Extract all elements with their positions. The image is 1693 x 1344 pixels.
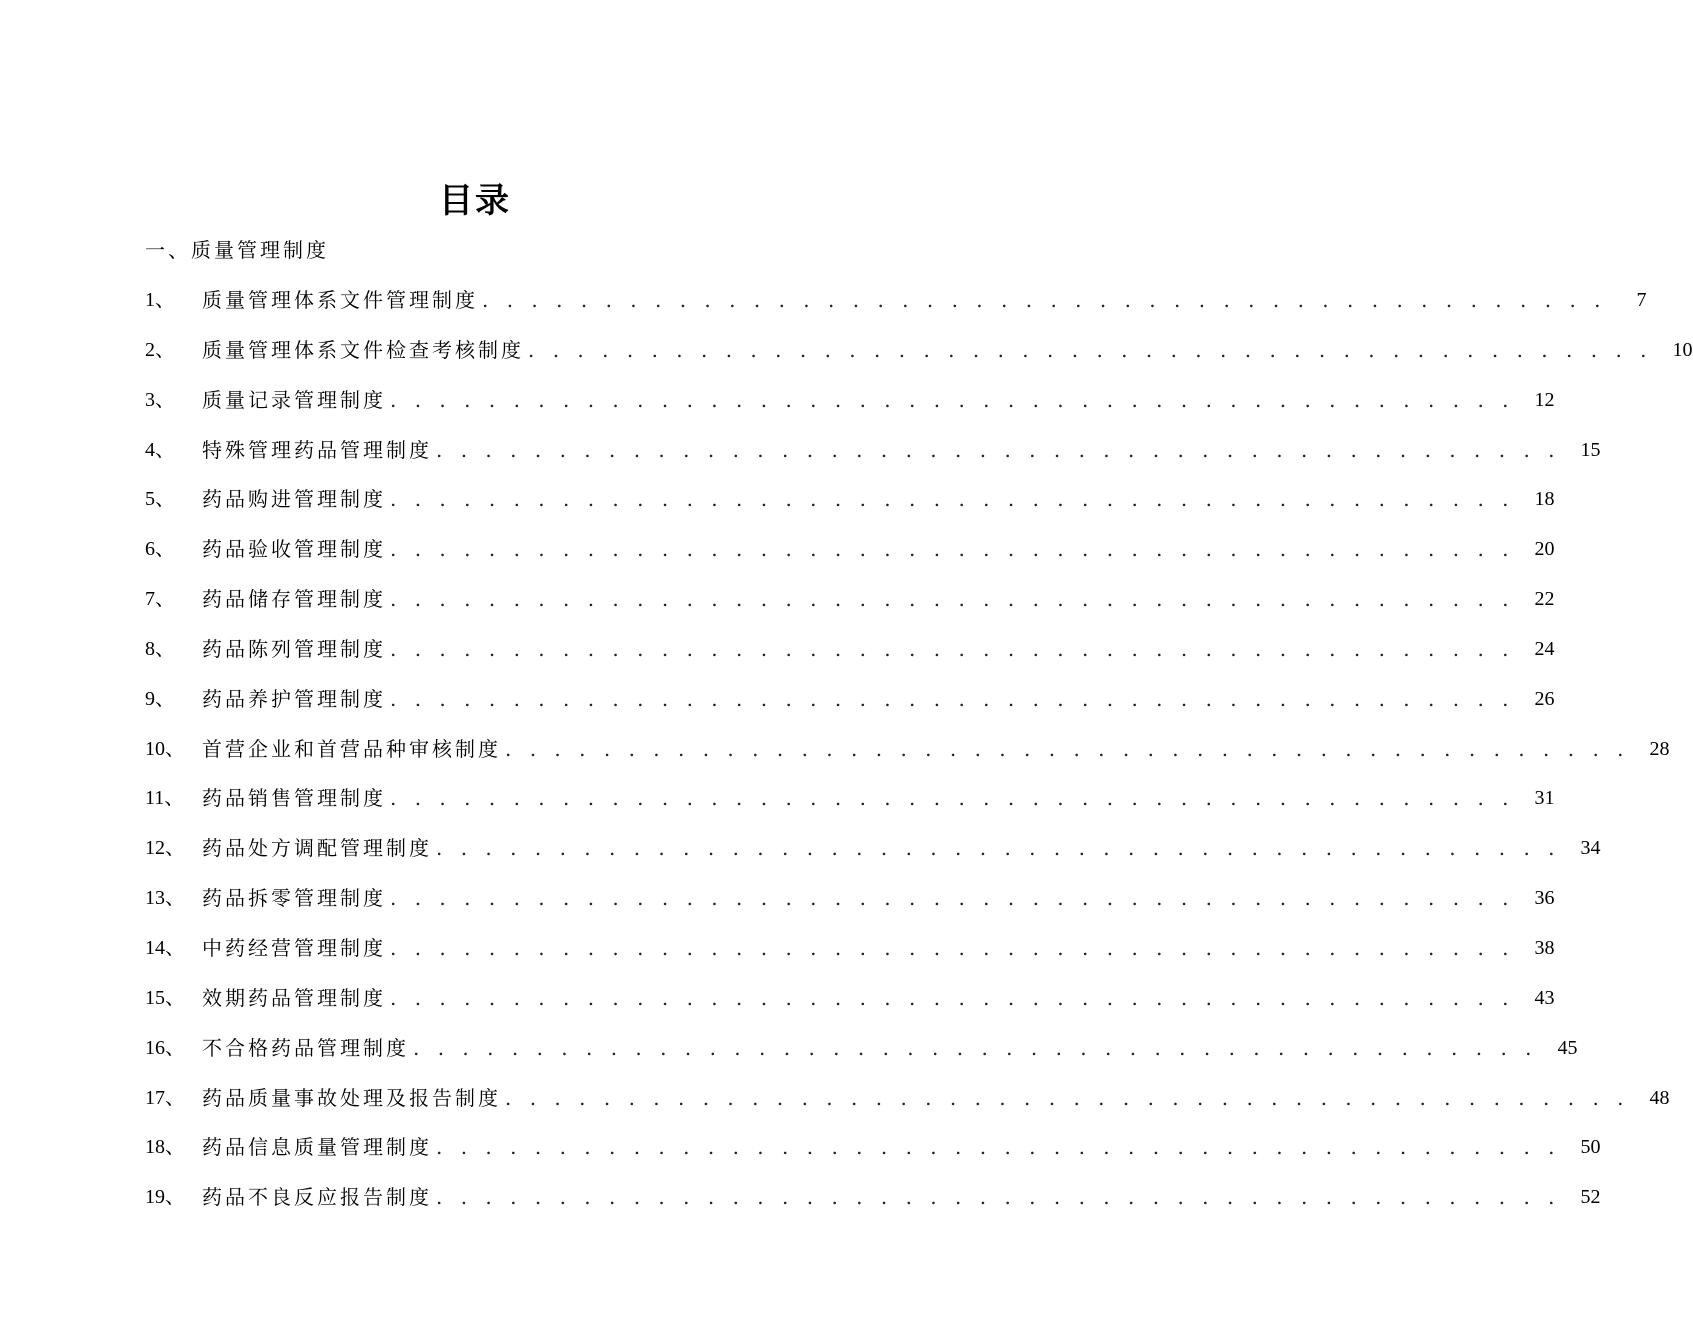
toc-entry-title: 药品养护管理制度 bbox=[202, 686, 386, 711]
toc-entry-page: 52 bbox=[1580, 1186, 1601, 1209]
toc-entry-page: 10 bbox=[1672, 338, 1693, 361]
dot-leader: . . . . . . . . . . . . . . . . . . . . . . . . . . . . . . . . . . . . . . . . . . . . . . bbox=[505, 736, 1630, 761]
toc-entry-page: 28 bbox=[1649, 737, 1670, 760]
toc-entry-title: 中药经营管理制度 bbox=[202, 935, 386, 960]
toc-entry-title: 药品拆零管理制度 bbox=[202, 886, 386, 911]
toc-entry[interactable] bbox=[145, 984, 1555, 1034]
toc-entry-page: 50 bbox=[1580, 1136, 1601, 1159]
toc-entry-page: 12 bbox=[1534, 388, 1555, 411]
toc-entry-page: 45 bbox=[1557, 1036, 1578, 1059]
toc-entry[interactable] bbox=[145, 934, 1555, 984]
toc-entry-page: 24 bbox=[1534, 637, 1555, 660]
toc-entry[interactable] bbox=[145, 1084, 1670, 1134]
toc-entry-number: 16、 bbox=[145, 1036, 185, 1059]
toc-entry-number: 11、 bbox=[145, 787, 185, 810]
dot-leader: . . . . . . . . . . . . . . . . . . . . . . . . . . . . . . . . . . . . . . . . . . . . . . bbox=[390, 935, 1515, 960]
toc-entry-title: 药品不良反应报告制度 bbox=[202, 1185, 432, 1210]
dot-leader: . . . . . . . . . . . . . . . . . . . . . . . . . . . . . . . . . . . . . . . . . . . . . . bbox=[390, 985, 1515, 1010]
toc-entry[interactable] bbox=[145, 685, 1555, 735]
toc-entry[interactable] bbox=[145, 535, 1555, 585]
dot-leader: . . . . . . . . . . . . . . . . . . . . . . . . . . . . . . . . . . . . . . . . . . . . . . bbox=[436, 836, 1561, 861]
toc-entry[interactable] bbox=[145, 386, 1555, 436]
toc-entry-title: 药品购进管理制度 bbox=[202, 487, 386, 512]
toc-entry-page: 43 bbox=[1534, 986, 1555, 1009]
toc-entry[interactable] bbox=[145, 585, 1555, 635]
toc-entry-page: 38 bbox=[1534, 936, 1555, 959]
dot-leader: . . . . . . . . . . . . . . . . . . . . . . . . . . . . . . . . . . . . . . . . . . . . . . bbox=[436, 437, 1561, 462]
dot-leader: . . . . . . . . . . . . . . . . . . . . . . . . . . . . . . . . . . . . . . . . . . . . . . bbox=[413, 1035, 1538, 1060]
page-title: 目录 bbox=[439, 181, 511, 221]
toc-entry-page: 48 bbox=[1649, 1086, 1670, 1109]
dot-leader: . . . . . . . . . . . . . . . . . . . . . . . . . . . . . . . . . . . . . . . . . . . . . . bbox=[390, 487, 1515, 512]
toc-entry-number: 13、 bbox=[145, 887, 185, 910]
toc-entry-page: 34 bbox=[1580, 837, 1601, 860]
toc-entry-title: 质量记录管理制度 bbox=[202, 387, 386, 412]
toc-entry[interactable] bbox=[145, 635, 1555, 685]
toc-entry-page: 15 bbox=[1580, 438, 1601, 461]
toc-entry-title: 特殊管理药品管理制度 bbox=[202, 437, 432, 462]
dot-leader: . . . . . . . . . . . . . . . . . . . . . . . . . . . . . . . . . . . . . . . . . . . . . . bbox=[390, 537, 1515, 562]
toc-entry-number: 17、 bbox=[145, 1086, 185, 1109]
toc-entry-page: 7 bbox=[1636, 289, 1647, 311]
toc-entry[interactable] bbox=[145, 336, 1693, 386]
dot-leader: . . . . . . . . . . . . . . . . . . . . . . . . . . . . . . . . . . . . . . . . . . . . . . bbox=[505, 1085, 1630, 1110]
toc-entry-title: 效期药品管理制度 bbox=[202, 985, 386, 1010]
dot-leader: . . . . . . . . . . . . . . . . . . . . . . . . . . . . . . . . . . . . . . . . . . . . . . bbox=[436, 1135, 1561, 1160]
dot-leader: . . . . . . . . . . . . . . . . . . . . . . . . . . . . . . . . . . . . . . . . . . . . . . bbox=[390, 636, 1515, 661]
toc-entry-page: 22 bbox=[1534, 588, 1555, 611]
toc-entry[interactable] bbox=[145, 286, 1647, 336]
dot-leader: . . . . . . . . . . . . . . . . . . . . . . . . . . . . . . . . . . . . . . . . . . . . . . bbox=[528, 337, 1653, 362]
dot-leader: . . . . . . . . . . . . . . . . . . . . . . . . . . . . . . . . . . . . . . . . . . . . . . bbox=[390, 587, 1515, 612]
toc-entry-title: 药品销售管理制度 bbox=[202, 786, 386, 811]
toc-entry-number: 9、 bbox=[145, 687, 175, 710]
toc-entry[interactable] bbox=[145, 436, 1601, 486]
toc-entry-number: 18、 bbox=[145, 1136, 185, 1159]
toc-entry-title: 药品储存管理制度 bbox=[202, 587, 386, 612]
dot-leader: . . . . . . . . . . . . . . . . . . . . . . . . . . . . . . . . . . . . . . . . . . . . . . bbox=[390, 686, 1515, 711]
toc-entry[interactable] bbox=[145, 1133, 1601, 1183]
toc-entry-title: 质量管理体系文件管理制度 bbox=[202, 288, 478, 312]
toc-entry-title: 药品信息质量管理制度 bbox=[202, 1135, 432, 1160]
toc-entry-number: 14、 bbox=[145, 936, 185, 959]
toc-entry-number: 5、 bbox=[145, 488, 175, 511]
dot-leader: . . . . . . . . . . . . . . . . . . . . . . . . . . . . . . . . . . . . . . . . . . . . . . bbox=[436, 1185, 1561, 1210]
toc-entry-number: 6、 bbox=[145, 538, 175, 561]
toc-entry-number: 12、 bbox=[145, 837, 185, 860]
section-heading: 一、质量管理制度 bbox=[145, 238, 329, 262]
toc-entry[interactable] bbox=[145, 784, 1555, 834]
toc-entry-number: 1、 bbox=[145, 289, 175, 311]
toc-entry-page: 18 bbox=[1534, 488, 1555, 511]
toc-entry-title: 药品验收管理制度 bbox=[202, 537, 386, 562]
toc-entry[interactable] bbox=[145, 834, 1601, 884]
toc-entry[interactable] bbox=[145, 884, 1555, 934]
toc-list bbox=[145, 286, 1693, 1233]
toc-entry-title: 药品质量事故处理及报告制度 bbox=[202, 1085, 501, 1110]
toc-entry-page: 20 bbox=[1534, 538, 1555, 561]
toc-entry-number: 15、 bbox=[145, 986, 185, 1009]
toc-entry-title: 药品处方调配管理制度 bbox=[202, 836, 432, 861]
toc-entry-number: 3、 bbox=[145, 388, 175, 411]
toc-entry-page: 31 bbox=[1534, 787, 1555, 810]
toc-entry-title: 不合格药品管理制度 bbox=[202, 1035, 409, 1060]
toc-entry[interactable] bbox=[145, 485, 1555, 535]
toc-entry-number: 19、 bbox=[145, 1186, 185, 1209]
toc-entry-page: 26 bbox=[1534, 687, 1555, 710]
toc-entry-page: 36 bbox=[1534, 887, 1555, 910]
toc-entry-number: 10、 bbox=[145, 737, 185, 760]
toc-entry-number: 4、 bbox=[145, 438, 175, 461]
dot-leader: . . . . . . . . . . . . . . . . . . . . . . . . . . . . . . . . . . . . . . . . . . . . . . bbox=[390, 387, 1515, 412]
dot-leader: . . . . . . . . . . . . . . . . . . . . . . . . . . . . . . . . . . . . . . . . . . . . . . bbox=[390, 786, 1515, 811]
toc-entry[interactable] bbox=[145, 1183, 1601, 1233]
toc-entry-number: 8、 bbox=[145, 637, 175, 660]
dot-leader: . . . . . . . . . . . . . . . . . . . . . . . . . . . . . . . . . . . . . . . . . . . . . . bbox=[390, 886, 1515, 911]
toc-entry[interactable] bbox=[145, 735, 1670, 785]
toc-entry-number: 7、 bbox=[145, 588, 175, 611]
toc-entry[interactable] bbox=[145, 1034, 1578, 1084]
toc-entry-title: 药品陈列管理制度 bbox=[202, 636, 386, 661]
dot-leader: . . . . . . . . . . . . . . . . . . . . . . . . . . . . . . . . . . . . . . . . . . . . . . bbox=[482, 288, 1607, 312]
toc-entry-title: 质量管理体系文件检查考核制度 bbox=[202, 337, 524, 362]
toc-entry-number: 2、 bbox=[145, 338, 175, 361]
toc-entry-title: 首营企业和首营品种审核制度 bbox=[202, 736, 501, 761]
